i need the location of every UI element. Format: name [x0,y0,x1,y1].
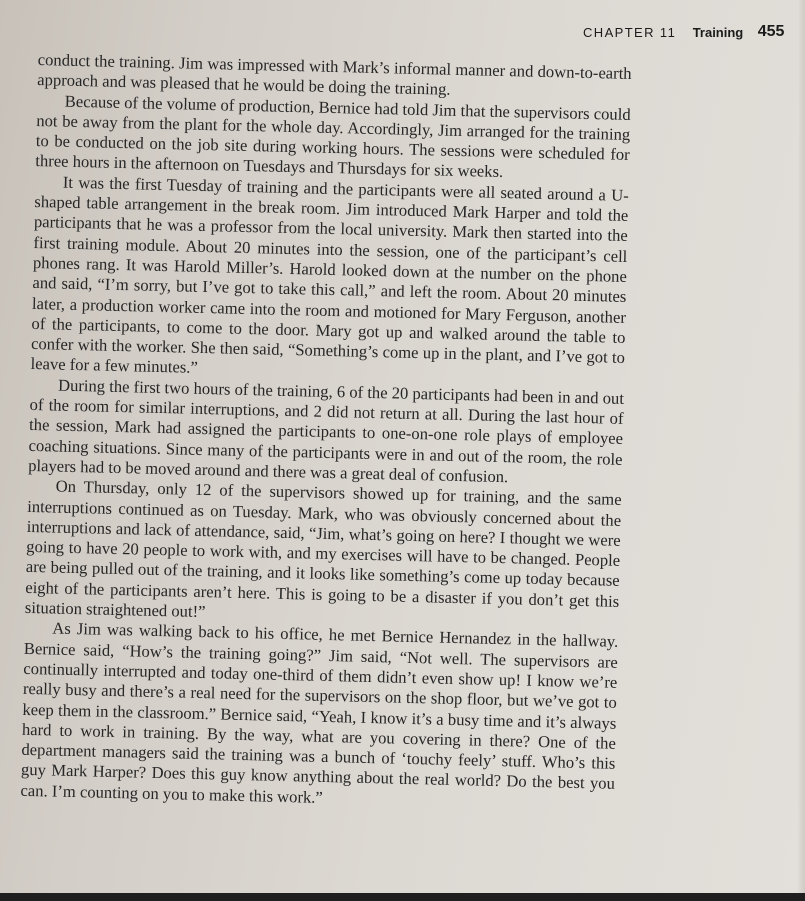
paragraph: Because of the volume of production, Bernice had told Jim that the supervisors could not be away from the plant for the whole day. Accordingly, Jim arranged for the training to be conducted on the job site during working hours. The sessions were scheduled for three hours in the afternoon on Tuesdays and Thursdays for six weeks. [35,91,631,182]
page-edge [797,0,805,893]
paragraph: It was the first Tuesday of training and the participants were all seated around a U-shaped table arrangement in the break room. Jim introduced Mark Harper and told the participants that he was a professor from the local university. Mark then started into the first training module. About 20 minutes into the session, one of the participant’s cell phones rang. It was Harold Miller’s. Harold looked down at the number on the phone and said, “I’m sorry, but I’ve got to take this call,” and left the room. About 20 minutes later, a production worker came into the room and motioned for Mary Ferguson, another of the participants, to come to the door. Mary got up and walked around the table to confer with the worker. She then said, “Something’s come up in the plant, and I’ve got to leave for a few minutes.” [30,172,629,378]
running-header [583,24,784,42]
paragraph: During the first two hours of the training, 6 of the 20 participants had been in and out of the room for similar interruptions, and 2 did not return at all. During the last hour of the session, Mark had assigned the participants to one-on-one role plays of employee coaching situations. Since many of the participants were in and out of the room, the role players had to be moved around and there was a great deal of confusion. [27,375,625,487]
paragraph: As Jim was walking back to his office, he met Bernice Hernandez in the hallway. Bernice said, “How’s the training going?” Jim said, “Not well. The supervisors are continually interrupted and today one-third of them didn’t even show up! I know we’re really busy and there’s a real need for the supervisors on the shop floor, but we’ve got to keep them in the classroom.” Bernice said, “Yeah, I know it’s a busy time and it’s always hard to work in training. By the way, what are you covering in there? One of the department managers said the training was a bunch of ‘touchy feely’ stuff. Who’s this guy Mark Harper? Does this guy know anything about the real world? Do the best you can. I’m counting on you to make this work.” [20,618,619,807]
page-number: 455 [757,23,785,40]
chapter-label: CHAPTER 11 [583,25,677,40]
background-edge [0,893,805,901]
paragraph: On Thursday, only 12 of the supervisors showed up for training, and the same interruptions continued as on Tuesday. Mark, who was obviously concerned about the interruptions and lack of attendance, said, “Jim, what’s going on here? I thought we were going to have 20 people to work with, and my exercises will have to be changed. People are being pulled out of the training, and it looks like something’s come up today because eight of the participants aren’t here. This is going to be a disaster if you don’t get this situation straightened out!” [24,476,622,622]
paragraph-continuation: conduct the training. Jim was impressed with Mark’s informal manner and down-to-earth approach and was pleased that he would be doing the training. [37,50,632,100]
body-text [20,50,632,815]
section-title: Training [692,25,744,40]
